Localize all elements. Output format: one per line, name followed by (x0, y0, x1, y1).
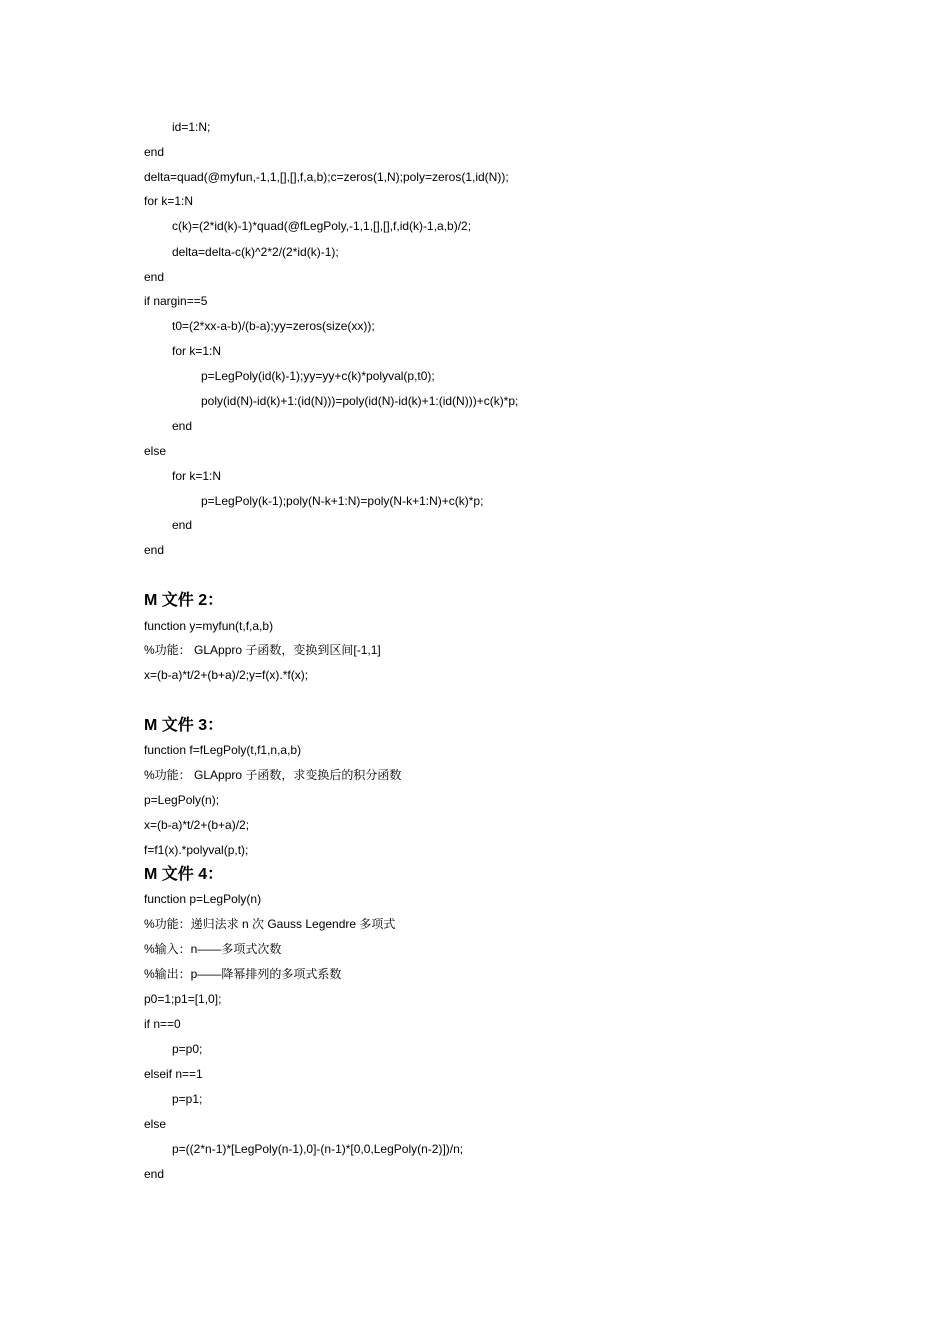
code-line: c(k)=(2*id(k)-1)*quad(@fLegPoly,-1,1,[],[],f,id(k)-1,a,b)/2; (172, 219, 472, 233)
code-line: end (144, 1167, 165, 1181)
code-line: delta=delta-c(k)^2*2/(2*id(k)-1); (172, 245, 339, 259)
code-line: function p=LegPoly(n) (144, 892, 262, 906)
code-line: id=1:N; (172, 120, 211, 134)
code-line: function f=fLegPoly(t,f1,n,a,b) (144, 743, 302, 757)
code-line: end (144, 145, 165, 159)
code-line: f=f1(x).*polyval(p,t); (144, 843, 249, 857)
code-line: x=(b-a)*t/2+(b+a)/2;y=f(x).*f(x); (144, 668, 309, 682)
comment-line: %功能：递归法求 n 次 Gauss Legendre 多项式 (144, 917, 396, 931)
comment-line: %功能： GLAppro 子函数，求变换后的积分函数 (144, 768, 402, 782)
code-line: for k=1:N (172, 469, 222, 483)
code-line: end (172, 518, 193, 532)
code-line: poly(id(N)-id(k)+1:(id(N)))=poly(id(N)-id(k)+1:(id(N)))+c(k)*p; (201, 394, 519, 408)
section-heading: M 文件 3： (144, 717, 224, 734)
code-line: p0=1;p1=[1,0]; (144, 992, 222, 1006)
code-line: delta=quad(@myfun,-1,1,[],[],f,a,b);c=zeros(1,N);poly=zeros(1,id(N)); (144, 170, 509, 184)
code-line: p=p1; (172, 1092, 203, 1106)
code-line: else (144, 1117, 167, 1131)
code-line: elseif n==1 (144, 1067, 203, 1081)
comment-line: %输入：n——多项式次数 (144, 942, 282, 956)
code-line: t0=(2*xx-a-b)/(b-a);yy=zeros(size(xx)); (172, 319, 375, 333)
code-line: p=LegPoly(k-1);poly(N-k+1:N)=poly(N-k+1:N)+c(k)*p; (201, 494, 484, 508)
code-line: end (144, 270, 165, 284)
code-line: p=((2*n-1)*[LegPoly(n-1),0]-(n-1)*[0,0,LegPoly(n-2)])/n; (172, 1142, 464, 1156)
code-line: for k=1:N (144, 194, 194, 208)
code-line: if nargin==5 (144, 294, 208, 308)
section-heading: M 文件 4： (144, 866, 224, 883)
code-line: if n==0 (144, 1017, 181, 1031)
code-line: for k=1:N (172, 344, 222, 358)
comment-line: %功能： GLAppro 子函数，变换到区间[-1,1] (144, 643, 381, 657)
comment-line: %输出：p——降幂排列的多项式系数 (144, 967, 342, 981)
code-line: else (144, 444, 167, 458)
code-line: function y=myfun(t,f,a,b) (144, 619, 274, 633)
code-line: p=LegPoly(n); (144, 793, 220, 807)
code-line: x=(b-a)*t/2+(b+a)/2; (144, 818, 250, 832)
code-line: p=LegPoly(id(k)-1);yy=yy+c(k)*polyval(p,t0); (201, 369, 435, 383)
code-line: p=p0; (172, 1042, 203, 1056)
section-heading: M 文件 2： (144, 592, 224, 609)
code-line: end (144, 543, 165, 557)
code-line: end (172, 419, 193, 433)
